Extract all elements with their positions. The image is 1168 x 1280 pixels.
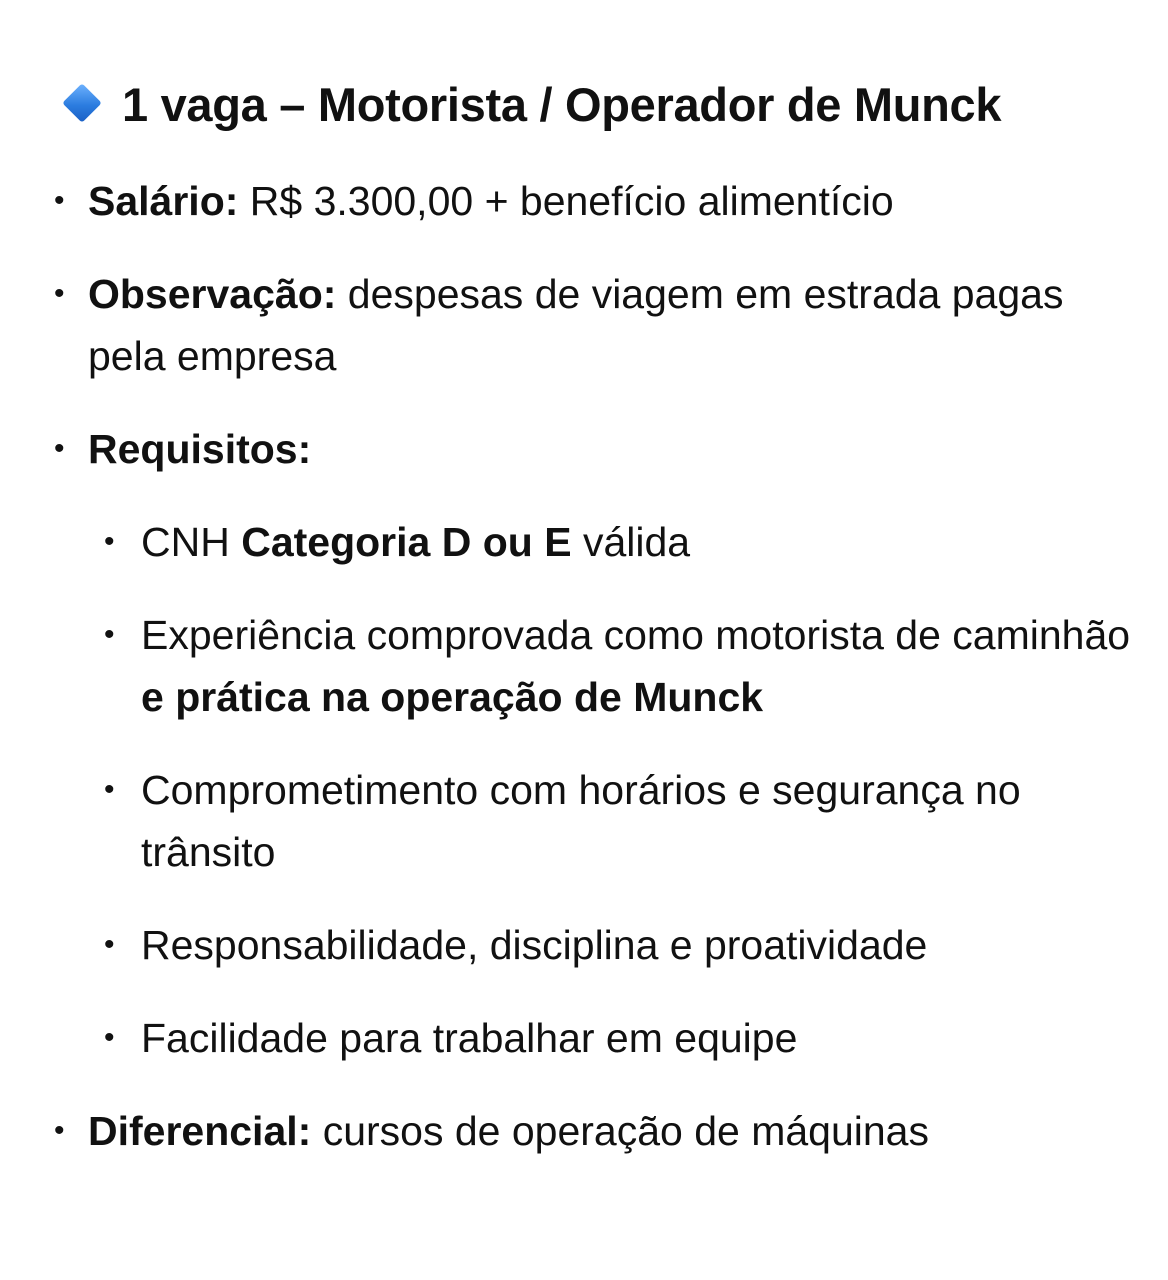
- bullet: •: [104, 773, 115, 806]
- cnh-post: válida: [571, 519, 691, 565]
- list-item-salario: [54, 170, 1134, 232]
- job-details-list: [54, 170, 1134, 1162]
- salario-value: R$ 3.300,00 + benefício alimentício: [238, 178, 894, 224]
- bullet: •: [104, 525, 115, 558]
- bullet: •: [104, 618, 115, 651]
- bullet: •: [54, 277, 65, 310]
- experiencia-pre: Experiência comprovada como motorista de caminhão: [141, 612, 1131, 658]
- salario-label: Salário:: [88, 178, 239, 224]
- cnh-category: Categoria D ou E: [241, 519, 572, 565]
- job-post: [54, 70, 1134, 1193]
- requisito-facilidade: [88, 1007, 1134, 1069]
- bullet: •: [104, 1021, 115, 1054]
- requisito-comprometimento: [88, 759, 1134, 883]
- bullet: •: [54, 184, 65, 217]
- blue-diamond-icon: [62, 83, 102, 123]
- requisitos-label: Requisitos:: [88, 426, 312, 472]
- requisito-cnh: [88, 511, 1134, 573]
- observacao-label: Observação:: [88, 271, 337, 317]
- list-item-requisitos: [54, 418, 1134, 1069]
- bullet: •: [54, 1114, 65, 1147]
- requisito-responsabilidade: [88, 914, 1134, 976]
- requisito-experiencia: [88, 604, 1134, 728]
- bullet: •: [54, 432, 65, 465]
- responsabilidade-text: Responsabilidade, disciplina e proatividade: [141, 922, 928, 968]
- diferencial-label: Diferencial:: [88, 1108, 312, 1154]
- job-title: [54, 70, 1134, 140]
- requisitos-list: [88, 511, 1134, 1069]
- list-item-observacao: [54, 263, 1134, 387]
- experiencia-bold: e prática na operação de Munck: [141, 674, 764, 720]
- diferencial-value: cursos de operação de máquinas: [311, 1108, 929, 1154]
- cnh-pre: CNH: [141, 519, 242, 565]
- job-title-text: 1 vaga – Motorista / Operador de Munck: [122, 78, 1002, 131]
- comprometimento-text: Comprometimento com horários e segurança no trânsito: [141, 767, 1021, 875]
- observacao-value: despesas de viagem em estrada pagas pela empresa: [88, 271, 1064, 379]
- list-item-diferencial: [54, 1100, 1134, 1162]
- bullet: •: [104, 928, 115, 961]
- facilidade-text: Facilidade para trabalhar em equipe: [141, 1015, 798, 1061]
